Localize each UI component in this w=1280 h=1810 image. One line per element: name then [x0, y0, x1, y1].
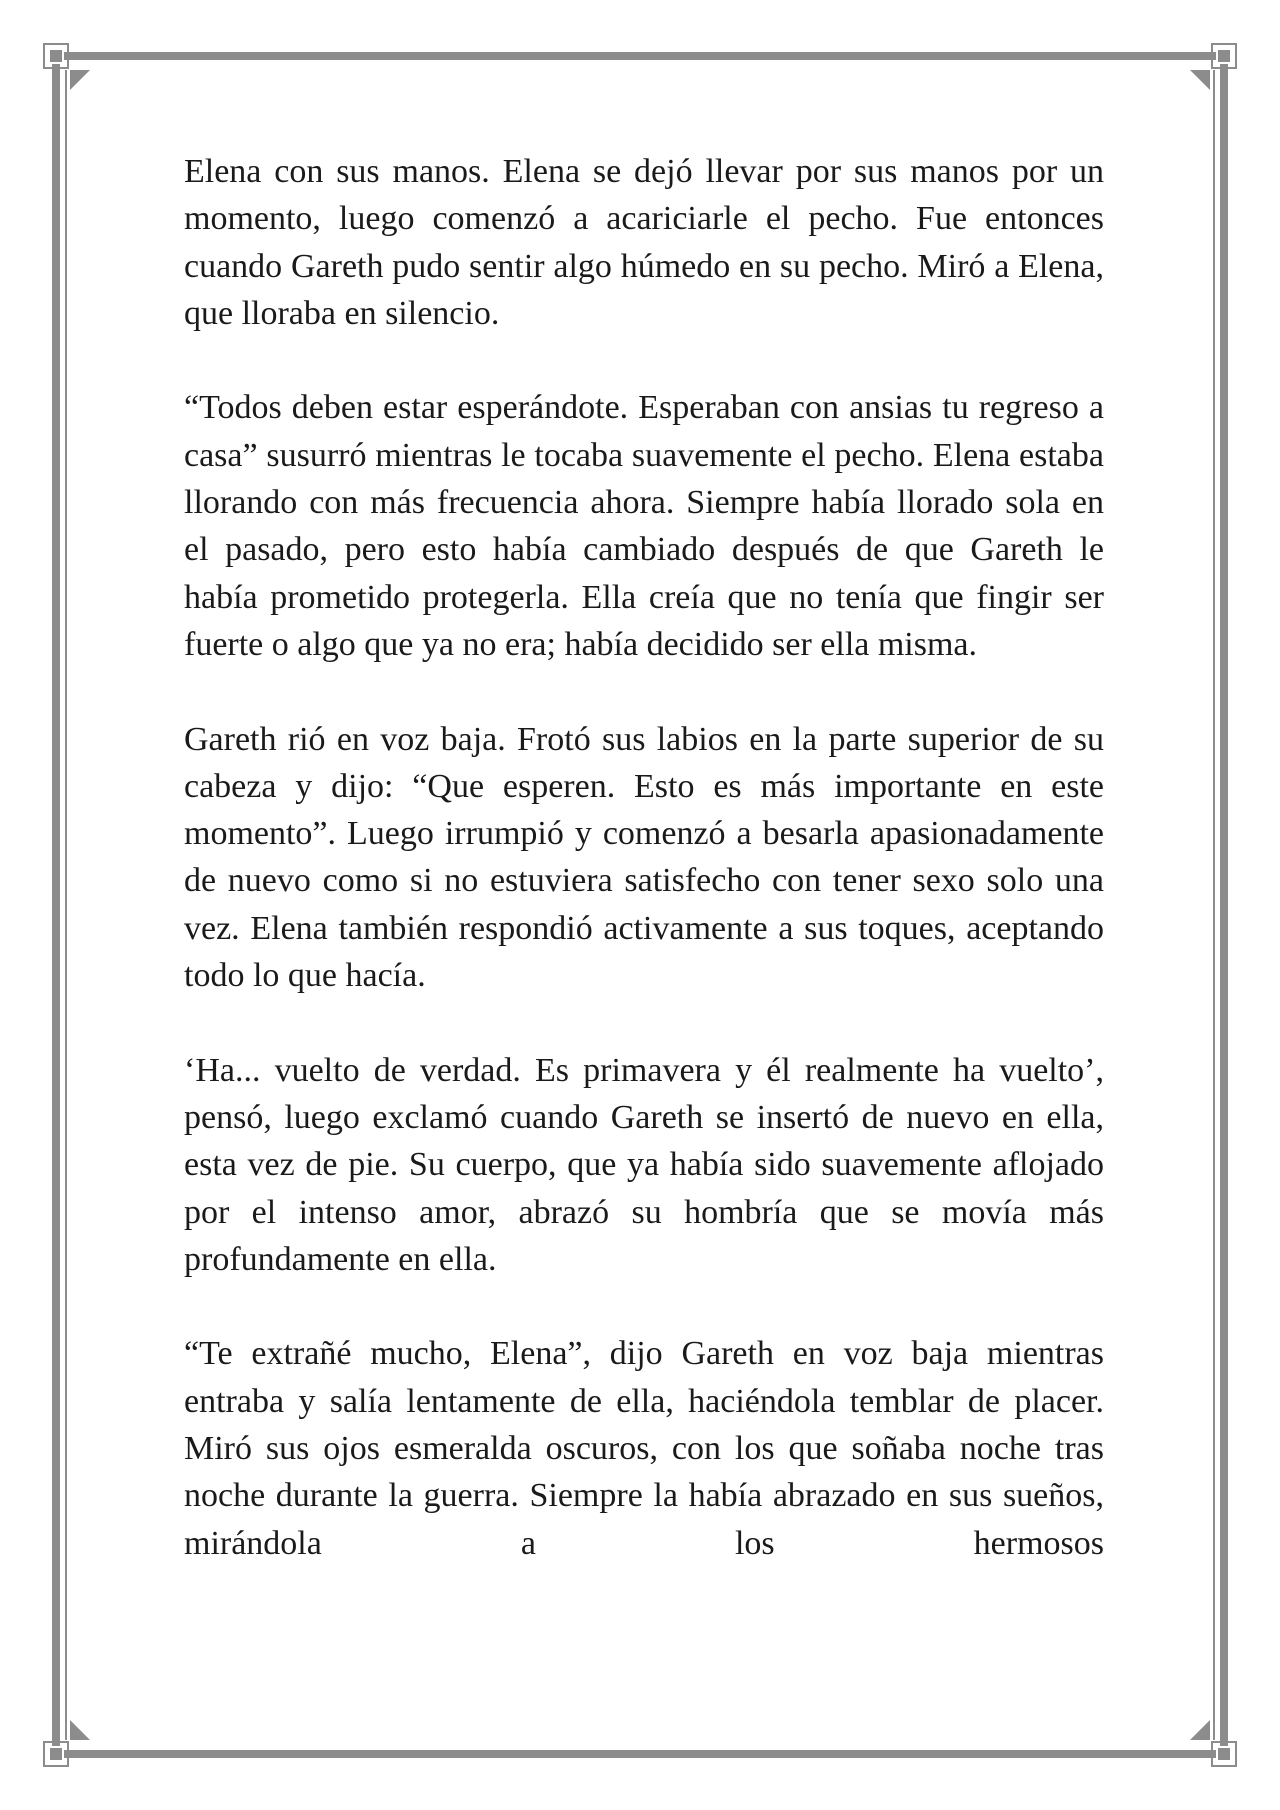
paragraph-3: Gareth rió en voz baja. Frotó sus labios en la parte superior de su cabeza y dijo: “Que esperen. Esto es más importante en este momento”. Luego irrumpió y comenzó a besarla apasionadamente de nuevo como si no estuviera satisfecho con tener sexo solo una vez. Elena también respondió activamente a sus toques, aceptando todo lo que hacía. [184, 720, 1104, 995]
corner-ornament-tl [50, 50, 62, 62]
paragraph-2: “Todos deben estar esperándote. Esperaban con ansias tu regreso a casa” susurró mientras le tocaba suavemente el pecho. Elena estaba llorando con más frecuencia ahora. Siempre había llorado sola en el pasado, pero esto había cambiado después de que Gareth le había prometido protegerla. Ella creía que no tenía que fingir ser fuerte o algo que ya no era; había decidido ser ella misma. [184, 389, 1104, 663]
page-body-text [184, 148, 1104, 1614]
corner-triangle-tl [70, 70, 90, 90]
corner-triangle-br [1190, 1720, 1210, 1740]
corner-ornament-bl [50, 1748, 62, 1760]
paragraph-1: Elena con sus manos. Elena se dejó llevar por sus manos por un momento, luego comenzó a acariciarle el pecho. Fue entonces cuando Gareth pudo sentir algo húmedo en su pecho. Miró a Elena, que lloraba en silencio. [184, 153, 1104, 332]
corner-triangle-bl [70, 1720, 90, 1740]
corner-triangle-tr [1190, 70, 1210, 90]
paragraph-4: ‘Ha... vuelto de verdad. Es primavera y él realmente ha vuelto’, pensó, luego exclamó cuando Gareth se insertó de nuevo en ella, esta vez de pie. Su cuerpo, que ya había sido suavemente aflojado por el intenso amor, abrazó su hombría que se movía más profundamente en ella. [184, 1051, 1104, 1278]
paragraph-5: “Te extrañé mucho, Elena”, dijo Gareth en voz baja mientras entraba y salía lentamente de ella, haciéndola temblar de placer. Miró sus ojos esmeralda oscuros, con los que soñaba noche tras noche durante la guerra. Siempre la había abrazado en sus sueños, mirándola a los hermosos [184, 1335, 1104, 1562]
corner-ornament-tr [1218, 50, 1230, 62]
corner-ornament-br [1218, 1748, 1230, 1760]
